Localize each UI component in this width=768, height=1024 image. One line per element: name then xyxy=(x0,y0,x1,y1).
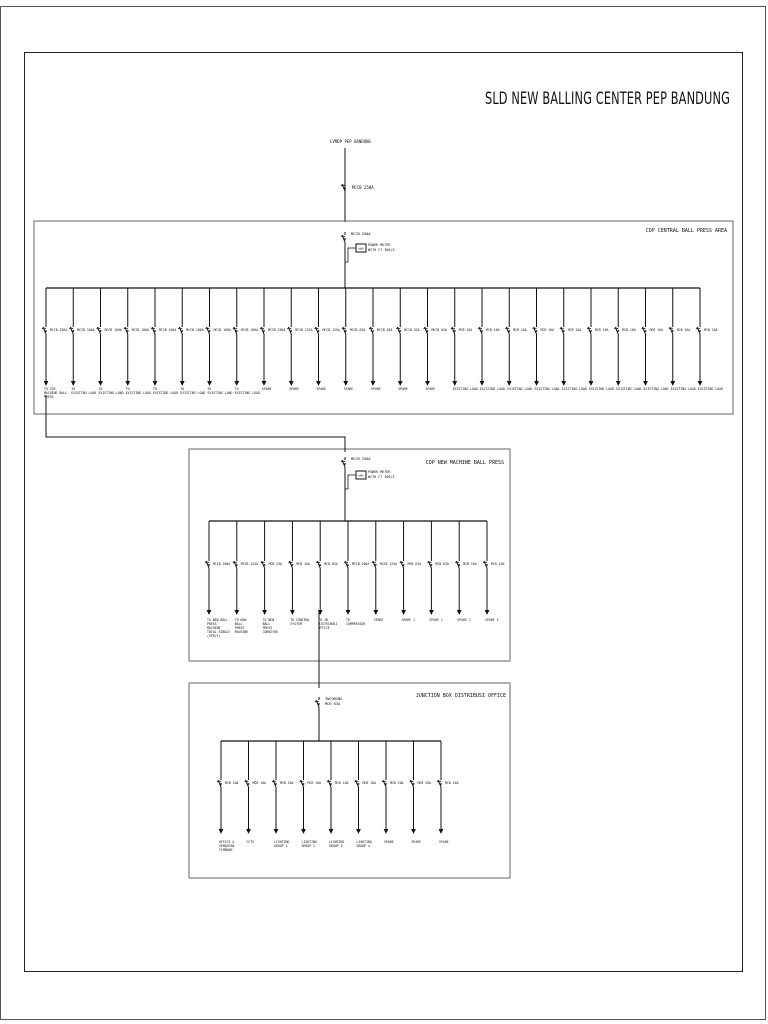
outgoing-breaker-icon xyxy=(300,777,305,790)
load-label: GROUP 4 xyxy=(356,844,370,848)
feeder-arrow xyxy=(535,381,539,385)
source-breaker-label: MCCB 250A xyxy=(352,185,374,190)
outgoing-feeder xyxy=(288,521,310,626)
outgoing-feeder xyxy=(233,288,260,395)
outgoing-feeder xyxy=(344,521,369,626)
feeder-arrow xyxy=(208,381,212,385)
load-label: TO JB xyxy=(318,618,328,622)
outgoing-breaker-icon xyxy=(372,558,377,571)
outgoing-feeder xyxy=(427,521,449,622)
load-label: EXISTING LOAD xyxy=(534,387,560,391)
load-label: MACHINE xyxy=(234,630,249,634)
outgoing-breaker-label: MCB 16A xyxy=(676,328,691,332)
load-label: MACHINE BALL xyxy=(44,391,68,395)
outgoing-breaker-label: MCB 16A xyxy=(296,562,310,566)
outgoing-feeder xyxy=(233,521,258,634)
load-label: TO xyxy=(234,387,239,391)
load-label: TO xyxy=(180,387,185,391)
outgoing-feeder xyxy=(560,288,587,391)
load-label: SPARE xyxy=(384,840,394,844)
outgoing-breaker-label: MCB 16A xyxy=(491,562,505,566)
load-label: LIGHTING xyxy=(301,840,317,844)
incoming-breaker-label: MCB 63A xyxy=(325,702,341,706)
feeder-arrow xyxy=(698,381,702,385)
outgoing-breaker-label: MCCB 160A xyxy=(131,328,150,332)
load-label: TO NEW xyxy=(234,618,247,622)
outgoing-breaker-icon xyxy=(42,324,47,337)
outgoing-breaker-icon xyxy=(233,558,238,571)
feeder-arrow xyxy=(671,381,675,385)
load-label: TO xyxy=(207,387,212,391)
feeder-arrow xyxy=(302,829,306,833)
outgoing-breaker-icon xyxy=(272,777,277,790)
feeder-arrow xyxy=(262,381,266,385)
load-label: EXISTING LOAD xyxy=(643,387,669,391)
feeder-arrow xyxy=(480,381,484,385)
outgoing-feeder xyxy=(287,288,312,391)
load-label: MACHINE xyxy=(207,626,221,630)
outgoing-breaker-icon xyxy=(178,324,183,337)
feeder-arrow xyxy=(453,381,457,385)
load-label: EXISTING LOAD xyxy=(207,391,233,395)
feeder-arrow xyxy=(219,829,223,833)
outgoing-feeder xyxy=(42,288,67,399)
outgoing-breaker-icon xyxy=(260,324,265,337)
outgoing-breaker-icon xyxy=(669,324,674,337)
feeder-arrow xyxy=(290,610,294,614)
feeder-arrow xyxy=(357,829,361,833)
load-label: CONVEYOR xyxy=(262,630,278,634)
outgoing-feeder xyxy=(69,288,96,395)
source-breaker-symbol xyxy=(341,181,346,194)
outgoing-feeder xyxy=(342,288,365,391)
outgoing-feeder xyxy=(205,521,230,638)
outgoing-breaker-icon xyxy=(505,324,510,337)
incoming-breaker-icon xyxy=(341,232,346,245)
outgoing-feeder xyxy=(300,741,322,848)
outgoing-feeder xyxy=(533,288,560,391)
outgoing-breaker-icon xyxy=(97,324,102,337)
load-label: DISTRIBUSI xyxy=(318,622,338,626)
ct-link xyxy=(345,475,356,489)
feeder-arrow xyxy=(644,381,648,385)
outgoing-breaker-label: MCCB 63A xyxy=(349,328,366,332)
feeder-arrow xyxy=(429,610,433,614)
outgoing-breaker-label: MCB 10A xyxy=(362,781,376,785)
feeder-arrow xyxy=(44,381,48,385)
outgoing-breaker-label: MCB 16A xyxy=(540,328,554,332)
outgoing-breaker-label: MCB 16A xyxy=(463,562,477,566)
outgoing-breaker-label: MCCB 160A xyxy=(159,328,177,332)
load-label: TO NEW BALL xyxy=(207,618,229,622)
load-label: SPARE xyxy=(411,840,422,844)
outgoing-breaker-label: MCB 16A xyxy=(622,328,636,332)
outgoing-breaker-icon xyxy=(124,324,129,337)
load-label: SPARE xyxy=(373,618,384,622)
load-label: EXISTING LOAD xyxy=(452,387,478,391)
load-label: BALL xyxy=(234,622,243,626)
outgoing-breaker-icon xyxy=(424,324,429,337)
load-label: SEMAHTAN xyxy=(219,844,235,848)
load-label: EXISTING LOAD xyxy=(153,391,178,395)
outgoing-feeder xyxy=(178,288,205,395)
feeder-arrow xyxy=(344,381,348,385)
feeder-arrow xyxy=(412,829,416,833)
feeder-arrow xyxy=(426,381,430,385)
outgoing-breaker-icon xyxy=(478,324,483,337)
outgoing-feeder xyxy=(437,741,459,844)
feeder-arrow xyxy=(346,610,350,614)
load-label: COMPRESSOR xyxy=(346,622,366,626)
feeder-arrow xyxy=(384,829,388,833)
outgoing-feeder xyxy=(382,741,404,844)
outgoing-feeder xyxy=(451,288,478,391)
feeder-arrow xyxy=(235,610,239,614)
load-label: PRESS xyxy=(234,626,245,630)
feeder-arrow xyxy=(398,381,402,385)
outgoing-feeder xyxy=(396,288,419,391)
feeder-arrow xyxy=(289,381,293,385)
load-label: SPARE xyxy=(439,840,449,844)
load-label: EXISTING LOAD xyxy=(480,387,505,391)
load-label: TO xyxy=(153,387,157,391)
outgoing-feeder xyxy=(410,741,432,844)
outgoing-breaker-icon xyxy=(642,324,647,337)
power-meter-label: POWER METER xyxy=(368,470,391,474)
outgoing-breaker-icon xyxy=(437,777,442,790)
outgoing-breaker-label: MCB 16A xyxy=(445,781,459,785)
load-label: SPARE 1 xyxy=(401,618,416,622)
outgoing-breaker-icon xyxy=(206,324,211,337)
outgoing-feeder xyxy=(455,521,477,622)
feeder-arrow xyxy=(71,381,75,385)
feeder-arrow xyxy=(507,381,511,385)
load-label: PRESS xyxy=(207,622,217,626)
outgoing-breaker-label: MCCB 63A xyxy=(377,328,393,332)
load-label: TO xyxy=(71,387,76,391)
outgoing-breaker-icon xyxy=(560,324,565,337)
outgoing-breaker-label: MCB 63A xyxy=(324,562,338,566)
load-label: EXISTING LOAD xyxy=(561,387,587,391)
load-label: TOTAL SINGLE xyxy=(207,630,231,634)
outgoing-feeder xyxy=(483,521,505,622)
load-label: EXISTING LOAD xyxy=(670,387,696,391)
load-label: BALL xyxy=(262,622,271,626)
outgoing-breaker-label: MCCB 160A xyxy=(213,328,231,332)
load-label: TIMBANG xyxy=(219,848,233,852)
outgoing-breaker-label: MCCB 63A xyxy=(431,328,447,332)
load-label: TO CDP xyxy=(44,387,56,391)
outgoing-breaker-label: MCB 10A xyxy=(280,781,294,785)
feeder-arrow xyxy=(329,829,333,833)
incoming-breaker-label: MCCB 250A xyxy=(351,457,371,461)
outgoing-feeder xyxy=(355,741,377,848)
outgoing-breaker-label: MCB 16A xyxy=(649,328,663,332)
outgoing-breaker-icon xyxy=(369,324,374,337)
power-meter-label: POWER METER xyxy=(368,243,391,247)
load-label: SPARE xyxy=(316,387,327,391)
load-label: OFFICE & xyxy=(219,840,235,844)
load-label: OFFICE xyxy=(318,626,330,630)
outgoing-breaker-label: MCB 16A xyxy=(458,328,473,332)
outgoing-breaker-icon xyxy=(287,324,292,337)
load-label: GROUP 1 xyxy=(274,844,288,848)
outgoing-feeder xyxy=(261,521,283,634)
incoming-breaker-icon xyxy=(315,697,320,710)
incoming-breaker-icon xyxy=(341,457,346,470)
feeder-arrow xyxy=(207,610,211,614)
feeder-arrow xyxy=(180,381,184,385)
panel-name-cdp-central: CDP CENTRAL BALL PRESS AREA xyxy=(645,228,727,234)
load-label: TO CONTROL xyxy=(290,618,310,622)
power-meter-label: WITH CT 300/5 xyxy=(368,248,395,252)
feeder-arrow xyxy=(247,829,251,833)
outgoing-breaker-label: MCCB 200A xyxy=(352,562,370,566)
outgoing-breaker-label: MCCB 63A xyxy=(404,328,420,332)
outgoing-breaker-label: MCB 10A xyxy=(252,781,266,785)
load-label: LIGHTING xyxy=(274,840,290,844)
panel-cdp-new-machine-content xyxy=(205,457,505,638)
outgoing-feeder xyxy=(424,288,447,391)
load-label: EXISTING LOAD xyxy=(698,387,723,391)
load-label: SYSTEM xyxy=(290,622,302,626)
outgoing-breaker-label: MCCB 125A xyxy=(322,328,340,332)
outgoing-breaker-icon xyxy=(261,558,266,571)
load-label: SPARE xyxy=(343,387,354,391)
outgoing-breaker-icon xyxy=(455,558,460,571)
feeder-arrow xyxy=(457,610,461,614)
outgoing-feeder xyxy=(669,288,696,391)
outgoing-breaker-label: MCB 16A xyxy=(486,328,500,332)
load-label: GROUP 3 xyxy=(329,844,343,848)
outgoing-breaker-icon xyxy=(382,777,387,790)
load-label: EXISTING LOAD xyxy=(180,391,206,395)
outgoing-breaker-icon xyxy=(327,777,332,790)
outgoing-breaker-icon xyxy=(355,777,360,790)
load-label: SPARE xyxy=(262,387,272,391)
outgoing-breaker-icon xyxy=(69,324,74,337)
outgoing-breaker-icon xyxy=(396,324,401,337)
load-label: PRESS xyxy=(44,395,54,399)
outgoing-feeder xyxy=(97,288,124,395)
incoming-breaker-label: MCCB 250A xyxy=(351,232,371,236)
load-label: TO xyxy=(125,387,130,391)
load-label: EXISTING LOAD xyxy=(98,391,124,395)
source-label: LVMDP PEP BANDUNG xyxy=(330,139,371,144)
outgoing-breaker-label: MCB 16A xyxy=(567,328,582,332)
feeder-arrow xyxy=(616,381,620,385)
outgoing-breaker-label: MCCB 125A xyxy=(295,328,313,332)
outgoing-breaker-icon xyxy=(316,558,321,571)
outgoing-breaker-icon xyxy=(483,558,488,571)
outgoing-breaker-label: MCB 20A xyxy=(390,781,404,785)
feeder-arrow xyxy=(263,610,267,614)
outgoing-breaker-icon xyxy=(315,324,320,337)
feeder-arrow xyxy=(235,381,239,385)
load-label: SPARE xyxy=(289,387,299,391)
outgoing-breaker-label: MCB 20A xyxy=(225,781,239,785)
outgoing-breaker-icon xyxy=(696,324,701,337)
load-label: TO xyxy=(346,618,350,622)
outgoing-feeder xyxy=(206,288,233,395)
outgoing-breaker-label: MCCB 160A xyxy=(104,328,122,332)
feeder-arrow xyxy=(374,610,378,614)
panel-cdp-central-content xyxy=(42,232,723,399)
outgoing-breaker-label: MCB 25A xyxy=(268,562,283,566)
outgoing-feeder xyxy=(260,288,285,391)
outgoing-breaker-icon xyxy=(587,324,592,337)
drawing-title: SLD NEW BALLING CENTER PEP BANDUNG xyxy=(485,89,730,109)
outgoing-breaker-icon xyxy=(233,324,238,337)
load-label: LIGHTING xyxy=(329,840,345,844)
outgoing-breaker-label: MCB 10A xyxy=(307,781,321,785)
outgoing-breaker-label: MCB 16A xyxy=(513,328,527,332)
power-meter-label: WITH CT 300/5 xyxy=(368,475,395,479)
outgoing-breaker-icon xyxy=(151,324,156,337)
outgoing-breaker-label: MCCB 160A xyxy=(186,328,204,332)
load-label: (GPR/Y) xyxy=(207,634,221,638)
load-label: EXISTING LOAD xyxy=(125,391,151,395)
load-label: EXISTING LOAD xyxy=(234,391,260,395)
panel-name-cdp-new-machine: CDP NEW MACHINE BALL PRESS xyxy=(425,460,504,466)
outgoing-breaker-icon xyxy=(427,558,432,571)
outgoing-breaker-icon xyxy=(205,558,210,571)
panel-junction-box-content xyxy=(217,697,459,852)
outgoing-breaker-icon xyxy=(245,777,250,790)
outgoing-feeder xyxy=(315,288,340,391)
load-label: SPARE xyxy=(425,387,436,391)
source-breaker-icon xyxy=(341,181,346,194)
load-label: SPARE xyxy=(371,387,381,391)
feeder-arrow xyxy=(562,381,566,385)
outgoing-breaker-label: MCB 10A xyxy=(335,781,349,785)
power-meter-symbol: kWh xyxy=(358,246,364,251)
load-label: SPARE 1 xyxy=(429,618,443,622)
feeder-arrow xyxy=(589,381,593,385)
load-label: TO xyxy=(98,387,103,391)
incoming-breaker-label: INCOMING xyxy=(325,697,343,701)
load-label: SPARE 3 xyxy=(485,618,499,622)
outgoing-feeder xyxy=(478,288,505,391)
outgoing-feeder xyxy=(327,741,349,848)
outgoing-breaker-label: MCCB 250A xyxy=(50,328,68,332)
feeder-arrow xyxy=(99,381,103,385)
load-label: EXISTING LOAD xyxy=(71,391,97,395)
outgoing-breaker-label: MCCB 200A xyxy=(213,562,231,566)
outgoing-breaker-icon xyxy=(533,324,538,337)
outgoing-feeder xyxy=(587,288,614,391)
load-label: CCTV xyxy=(246,840,255,844)
load-label: EXISTING LOAD xyxy=(589,387,614,391)
ct-link xyxy=(345,248,356,262)
outgoing-breaker-label: MCB 16A xyxy=(595,328,609,332)
load-label: GROUP 2 xyxy=(301,844,315,848)
load-label: EXISTING LOAD xyxy=(507,387,533,391)
outgoing-breaker-label: MCCB 160A xyxy=(77,328,95,332)
outgoing-breaker-label: MCB 63A xyxy=(435,562,449,566)
power-meter-symbol: kWh xyxy=(358,473,364,478)
outgoing-feeder xyxy=(614,288,641,391)
outgoing-breaker-icon xyxy=(342,324,347,337)
outgoing-feeder xyxy=(372,521,397,622)
outgoing-breaker-icon xyxy=(217,777,222,790)
feeder-arrow xyxy=(126,381,130,385)
load-label: SPARE 2 xyxy=(457,618,471,622)
feeder-arrow xyxy=(153,381,157,385)
outgoing-breaker-icon xyxy=(451,324,456,337)
outgoing-feeder xyxy=(642,288,669,391)
outgoing-breaker-label: MCCB 250A xyxy=(268,328,286,332)
outgoing-feeder xyxy=(400,521,422,622)
outgoing-feeder xyxy=(505,288,532,391)
load-label: SPARE xyxy=(398,387,408,391)
feeder-arrow xyxy=(371,381,375,385)
outgoing-feeder xyxy=(272,741,294,848)
load-label: LIGHTING xyxy=(356,840,372,844)
outgoing-breaker-label: MCCB 125A xyxy=(240,562,259,566)
load-label: PRESS xyxy=(262,626,273,630)
outgoing-feeder xyxy=(151,288,178,395)
outgoing-feeder xyxy=(124,288,151,395)
feeder-arrow xyxy=(317,381,321,385)
outgoing-feeder xyxy=(696,288,723,391)
outgoing-feeder xyxy=(217,741,239,852)
outgoing-feeder xyxy=(369,288,392,391)
outgoing-breaker-icon xyxy=(288,558,293,571)
outgoing-breaker-icon xyxy=(614,324,619,337)
outgoing-breaker-icon xyxy=(400,558,405,571)
panel-name-junction-box: JUNCTION BOX DISTRIBUSI OFFICE xyxy=(415,693,506,699)
outgoing-feeder xyxy=(245,741,267,844)
interconnection-cable-1 xyxy=(46,395,345,452)
outgoing-breaker-label: MCCB 160A xyxy=(240,328,259,332)
outgoing-breaker-icon xyxy=(410,777,415,790)
outgoing-breaker-label: MCB 63A xyxy=(407,562,422,566)
outgoing-breaker-label: MCCB 125A xyxy=(379,562,398,566)
feeder-arrow xyxy=(485,610,489,614)
load-label: EXISTING LOAD xyxy=(616,387,642,391)
outgoing-breaker-label: MCB 16A xyxy=(704,328,718,332)
outgoing-breaker-label: MCB 20A xyxy=(417,781,431,785)
feeder-arrow xyxy=(439,829,443,833)
feeder-arrow xyxy=(274,829,278,833)
outgoing-breaker-icon xyxy=(344,558,349,571)
feeder-arrow xyxy=(402,610,406,614)
load-label: TO NEW xyxy=(262,618,275,622)
